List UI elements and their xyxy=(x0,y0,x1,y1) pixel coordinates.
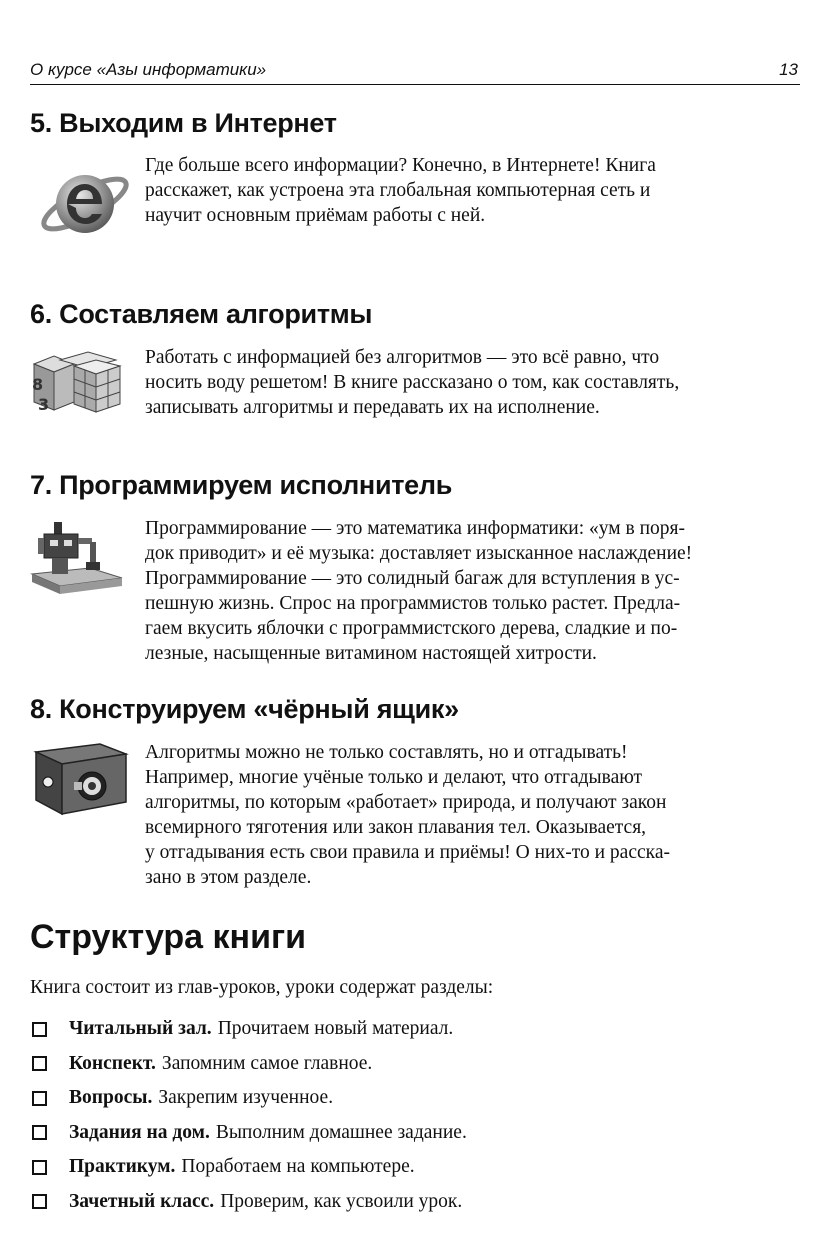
text-line: гаем вкусить яблочки с программистского дерева, сладкие и по- xyxy=(145,618,678,639)
internet-explorer-icon xyxy=(30,158,130,248)
section-6-text xyxy=(145,345,799,420)
item-text: Поработаем на компьютере. xyxy=(181,1156,415,1178)
text-line: у отгадывания есть свои правила и приёмы! О них-то и расска- xyxy=(145,842,670,863)
text-line: носить воду решетом! В книге рассказано о том, как составлять, xyxy=(145,372,680,393)
list-item xyxy=(30,1012,467,1047)
section-6-heading: 6. Составляем алгоритмы xyxy=(30,299,373,329)
text-line: зано в этом разделе. xyxy=(145,867,312,888)
section-7-text xyxy=(145,516,799,666)
list-item xyxy=(30,1047,467,1082)
text-line: записывать алгоритмы и передавать их на исполнение. xyxy=(145,397,600,418)
page-number: 13 xyxy=(779,60,798,79)
item-term: Зачетный класс. xyxy=(69,1190,215,1212)
text-line: алгоритмы, по которым «работает» природа, и получают закон xyxy=(145,792,667,813)
checkbox-bullet-icon xyxy=(32,1160,47,1175)
svg-text:3: 3 xyxy=(38,395,50,414)
text-line: лезные, насыщенные витамином настоящей хитрости. xyxy=(145,643,597,664)
text-line: пешную жизнь. Спрос на программистов только растет. Предла- xyxy=(145,593,681,614)
text-line: Алгоритмы можно не только составлять, но и отгадывать! xyxy=(145,742,628,763)
section-7-heading: 7. Программируем исполнитель xyxy=(30,470,453,500)
text-line: Где больше всего информации? Конечно, в Интернете! Книга xyxy=(145,155,656,176)
item-term: Читальный зал. xyxy=(69,1018,212,1040)
item-term: Практикум. xyxy=(69,1156,176,1178)
robot-icon xyxy=(30,518,124,598)
structure-list xyxy=(30,1012,467,1219)
item-term: Вопросы. xyxy=(69,1087,153,1109)
checkbox-bullet-icon xyxy=(32,1022,47,1037)
item-text: Запомним самое главное. xyxy=(161,1052,373,1074)
text-line: Программирование — это солидный багаж для вступления в ус- xyxy=(145,568,680,589)
text-line: научит основным приёмам работы с ней. xyxy=(145,205,486,226)
svg-text:8: 8 xyxy=(32,375,44,394)
item-text: Прочитаем новый материал. xyxy=(217,1018,454,1040)
text-line: док приводит» и её музыка: доставляет изысканное наслаждение! xyxy=(145,543,693,564)
text-line: Например, многие учёные только и делают, что отгадывают xyxy=(145,767,643,788)
running-header-title: О курсе «Азы информатики» xyxy=(30,60,267,79)
text-line: Программирование — это математика информатики: «ум в поря- xyxy=(145,518,685,539)
section-5-heading: 5. Выходим в Интернет xyxy=(30,108,337,138)
checkbox-bullet-icon xyxy=(32,1091,47,1106)
section-5-text xyxy=(145,153,799,228)
text-line: расскажет, как устроена эта глобальная компьютерная сеть и xyxy=(145,180,651,201)
checkbox-bullet-icon xyxy=(32,1056,47,1071)
list-item xyxy=(30,1116,467,1151)
structure-heading: Структура книги xyxy=(30,918,307,956)
section-8-heading: 8. Конструируем «чёрный ящик» xyxy=(30,694,459,724)
checkbox-bullet-icon xyxy=(32,1194,47,1209)
item-term: Задания на дом. xyxy=(69,1121,210,1143)
structure-intro: Книга состоит из глав-уроков, уроки содержат разделы: xyxy=(30,977,494,998)
running-header xyxy=(30,58,800,85)
text-line: всемирного тяготения или закон плавания тел. Оказывается, xyxy=(145,817,647,838)
section-8-text xyxy=(145,740,799,890)
item-text: Выполним домашнее задание. xyxy=(215,1121,467,1143)
item-text: Проверим, как усвоили урок. xyxy=(220,1190,463,1212)
list-item xyxy=(30,1081,467,1116)
item-text: Закрепим изученное. xyxy=(158,1087,334,1109)
list-item xyxy=(30,1150,467,1185)
checkbox-bullet-icon xyxy=(32,1125,47,1140)
list-item xyxy=(30,1185,467,1220)
item-term: Конспект. xyxy=(69,1052,156,1074)
cubes-icon xyxy=(30,350,126,416)
black-box-icon xyxy=(30,742,130,818)
text-line: Работать с информацией без алгоритмов — это всё равно, что xyxy=(145,347,660,368)
